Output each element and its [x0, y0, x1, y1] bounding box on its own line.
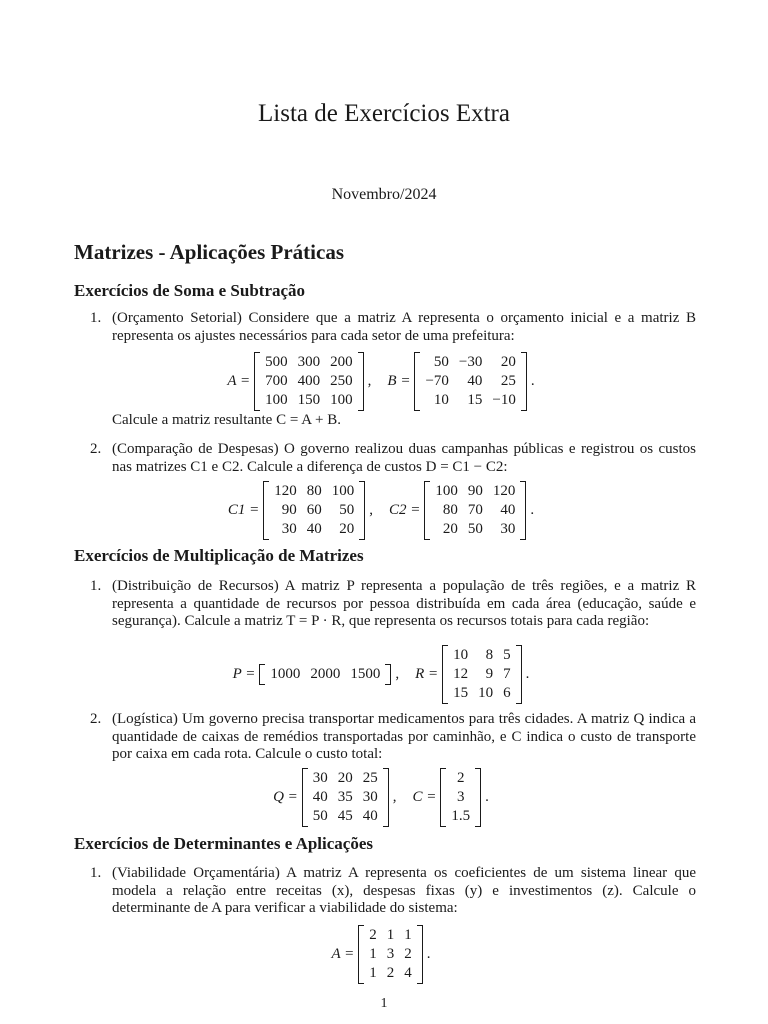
matrix-cell: 20	[337, 770, 353, 786]
matrix-cell: 35	[337, 789, 353, 805]
matrix-cell: 70	[467, 502, 483, 518]
item-number: 1.	[90, 578, 102, 594]
matrix-row	[446, 788, 475, 807]
matrix-cell: 40	[362, 808, 378, 824]
matrix-cell: 40	[500, 502, 516, 518]
matrix-label: A =	[227, 373, 251, 389]
matrix-row	[448, 684, 516, 703]
matrix-row	[269, 482, 359, 501]
subsection-heading-multiplicacao: Exercícios de Multiplicação de Matrizes	[74, 546, 364, 565]
matrix-cell: 1000	[270, 666, 301, 682]
matrix-row	[446, 769, 475, 788]
matrix-row	[269, 520, 359, 539]
matrix-cell: 90	[467, 483, 483, 499]
matrix-row	[269, 501, 359, 520]
matrix-cell: 50	[312, 808, 328, 824]
matrix-cell: 2	[369, 927, 377, 943]
comma: ,	[369, 502, 373, 518]
exercise-text: (Viabilidade Orçamentária) A matriz A representa os coeficientes de um sistema linear que modela a relação entre receitas (x), despesas fixas (y) e investimentos (z). Calcule o determinante de A para verificar a viabilidade do sistema:	[112, 865, 696, 916]
equation-determinant	[0, 925, 768, 984]
matrix-cell: 30	[312, 770, 328, 786]
matrix-cell: 1	[404, 927, 412, 943]
matrix-cell: 100	[265, 392, 288, 408]
matrix-cell: 100	[435, 483, 458, 499]
matrix-cell: 10	[433, 392, 449, 408]
matrix-label: R =	[415, 666, 439, 682]
matrix-cell: 10	[478, 685, 494, 701]
matrix-cell: 6	[503, 685, 511, 701]
matrix-cell: 2000	[310, 666, 341, 682]
matrix-label: C1 =	[227, 502, 260, 518]
matrix	[254, 352, 364, 411]
matrix-cell: 60	[306, 502, 322, 518]
matrix-cell: −70	[425, 373, 449, 389]
period: .	[530, 373, 535, 389]
matrix-row	[308, 807, 383, 826]
matrix-cell: 15	[453, 685, 469, 701]
matrix-row	[265, 665, 385, 684]
page-number: 1	[380, 996, 388, 1011]
matrix-cell: 1.5	[451, 808, 471, 824]
matrix-cell: 80	[306, 483, 322, 499]
matrix-cell: 1	[386, 927, 395, 943]
matrix-cell: −10	[492, 392, 516, 408]
period: .	[525, 666, 530, 682]
matrix	[302, 768, 389, 827]
matrix-row	[448, 646, 516, 665]
matrix-row	[430, 520, 520, 539]
document-date: Novembro/2024	[331, 186, 437, 203]
item-number: 2.	[90, 441, 102, 457]
exercise-text: (Orçamento Setorial) Considere que a matriz A representa o orçamento inicial e a matriz B representa os ajustes necessários para cada setor de uma prefeitura:	[112, 310, 696, 344]
matrix-row	[308, 788, 383, 807]
matrix-cell: 8	[485, 647, 494, 663]
matrix-cell: 5	[503, 647, 511, 663]
matrix-cell: 40	[467, 373, 483, 389]
matrix-cell: 90	[281, 502, 297, 518]
matrix-row	[308, 769, 383, 788]
document-title: Lista de Exercícios Extra	[258, 100, 510, 127]
matrix-label: Q =	[273, 789, 298, 805]
subsection-heading-determinantes: Exercícios de Determinantes e Aplicações	[74, 834, 374, 853]
matrix-cell: 25	[362, 770, 378, 786]
matrix-cell: 700	[265, 373, 288, 389]
matrix-cell: 20	[339, 521, 355, 537]
matrix-cell: 120	[492, 483, 516, 499]
exercise-text: Calcule a matriz resultante C = A + B.	[112, 412, 341, 428]
matrix-cell: −30	[458, 354, 483, 370]
section-heading: Matrizes - Aplicações Práticas	[74, 240, 344, 264]
subsection-heading-soma: Exercícios de Soma e Subtração	[74, 281, 306, 300]
matrix-cell: 50	[433, 354, 449, 370]
exercise-text: (Comparação de Despesas) O governo realizou duas campanhas públicas e registrou os custos nas matrizes C1 e C2. Calcule a diferença de custos D = C1 − C2:	[112, 441, 696, 475]
matrix-cell: 45	[337, 808, 353, 824]
matrix-row	[260, 353, 358, 372]
matrix-label: A =	[331, 946, 355, 962]
matrix-cell: 20	[442, 521, 458, 537]
matrix	[442, 645, 522, 704]
matrix-cell: 100	[331, 483, 355, 499]
matrix-cell: 15	[467, 392, 483, 408]
equation-c1-c2	[0, 481, 768, 540]
matrix-row	[260, 391, 358, 410]
matrix-cell: 3	[457, 789, 465, 805]
matrix-cell: 12	[453, 666, 469, 682]
matrix-cell: 500	[265, 354, 288, 370]
matrix-cell: 9	[485, 666, 494, 682]
matrix	[424, 481, 526, 540]
matrix-cell: 2	[386, 965, 395, 981]
matrix-row	[420, 391, 520, 410]
matrix-cell: 50	[467, 521, 483, 537]
matrix-row	[364, 926, 417, 945]
matrix-row	[446, 807, 475, 826]
comma: ,	[367, 373, 372, 389]
matrix-row	[364, 945, 417, 964]
item-number: 2.	[90, 711, 102, 727]
matrix-cell: 2	[457, 770, 465, 786]
matrix-cell: 80	[442, 502, 458, 518]
matrix-cell: 40	[312, 789, 328, 805]
period: .	[530, 502, 535, 518]
matrix-cell: 200	[330, 354, 353, 370]
period: .	[426, 946, 431, 962]
matrix-cell: 30	[500, 521, 516, 537]
matrix	[358, 925, 423, 984]
matrix	[440, 768, 481, 827]
matrix-cell: 1	[369, 946, 377, 962]
matrix-cell: 400	[297, 373, 321, 389]
matrix-cell: 1	[369, 965, 377, 981]
equation-a-b	[0, 352, 768, 411]
equation-q-c	[0, 768, 768, 827]
item-number: 1.	[90, 310, 102, 326]
comma: ,	[392, 789, 397, 805]
matrix-row	[420, 372, 520, 391]
matrix	[263, 481, 365, 540]
matrix-cell: 100	[330, 392, 353, 408]
matrix-cell: 30	[362, 789, 378, 805]
exercise-text: (Distribuição de Recursos) A matriz P representa a população de três regiões, e a matriz R representa a quantidade de recursos por pessoa distribuída em cada área (educação, saúde e segurança). Calcule a matriz T = P · R, que representa os recursos totais para cada região:	[112, 578, 696, 629]
exercise-text: (Logística) Um governo precisa transportar medicamentos para três cidades. A matriz Q indica a quantidade de caixas de remédios transportadas por caminhão, e C indica o custo de transporte por caixa em cada rota. Calcule o custo total:	[112, 711, 696, 762]
matrix-label: P =	[232, 666, 256, 682]
matrix-row	[448, 665, 516, 684]
matrix-row	[430, 501, 520, 520]
matrix-cell: 1500	[350, 666, 381, 682]
matrix-row	[430, 482, 520, 501]
matrix-label: C2 =	[389, 502, 421, 518]
matrix-cell: 20	[500, 354, 516, 370]
matrix-cell: 120	[274, 483, 297, 499]
matrix-cell: 150	[297, 392, 321, 408]
item-number: 1.	[90, 865, 102, 881]
matrix-cell: 4	[404, 965, 412, 981]
matrix-cell: 300	[297, 354, 321, 370]
matrix	[259, 664, 391, 685]
matrix-label: B =	[387, 373, 411, 389]
equation-p-r	[0, 645, 768, 704]
period: .	[485, 789, 489, 805]
matrix-cell: 250	[330, 373, 353, 389]
comma: ,	[395, 666, 400, 682]
matrix	[414, 352, 526, 411]
matrix-cell: 3	[386, 946, 395, 962]
matrix-cell: 40	[306, 521, 322, 537]
matrix-row	[260, 372, 358, 391]
matrix-cell: 30	[281, 521, 297, 537]
matrix-cell: 25	[500, 373, 516, 389]
matrix-row	[364, 964, 417, 983]
matrix-label: C =	[412, 789, 437, 805]
matrix-cell: 2	[404, 946, 412, 962]
matrix-cell: 7	[503, 666, 511, 682]
matrix-row	[420, 353, 520, 372]
matrix-cell: 50	[339, 502, 355, 518]
matrix-cell: 10	[453, 647, 469, 663]
